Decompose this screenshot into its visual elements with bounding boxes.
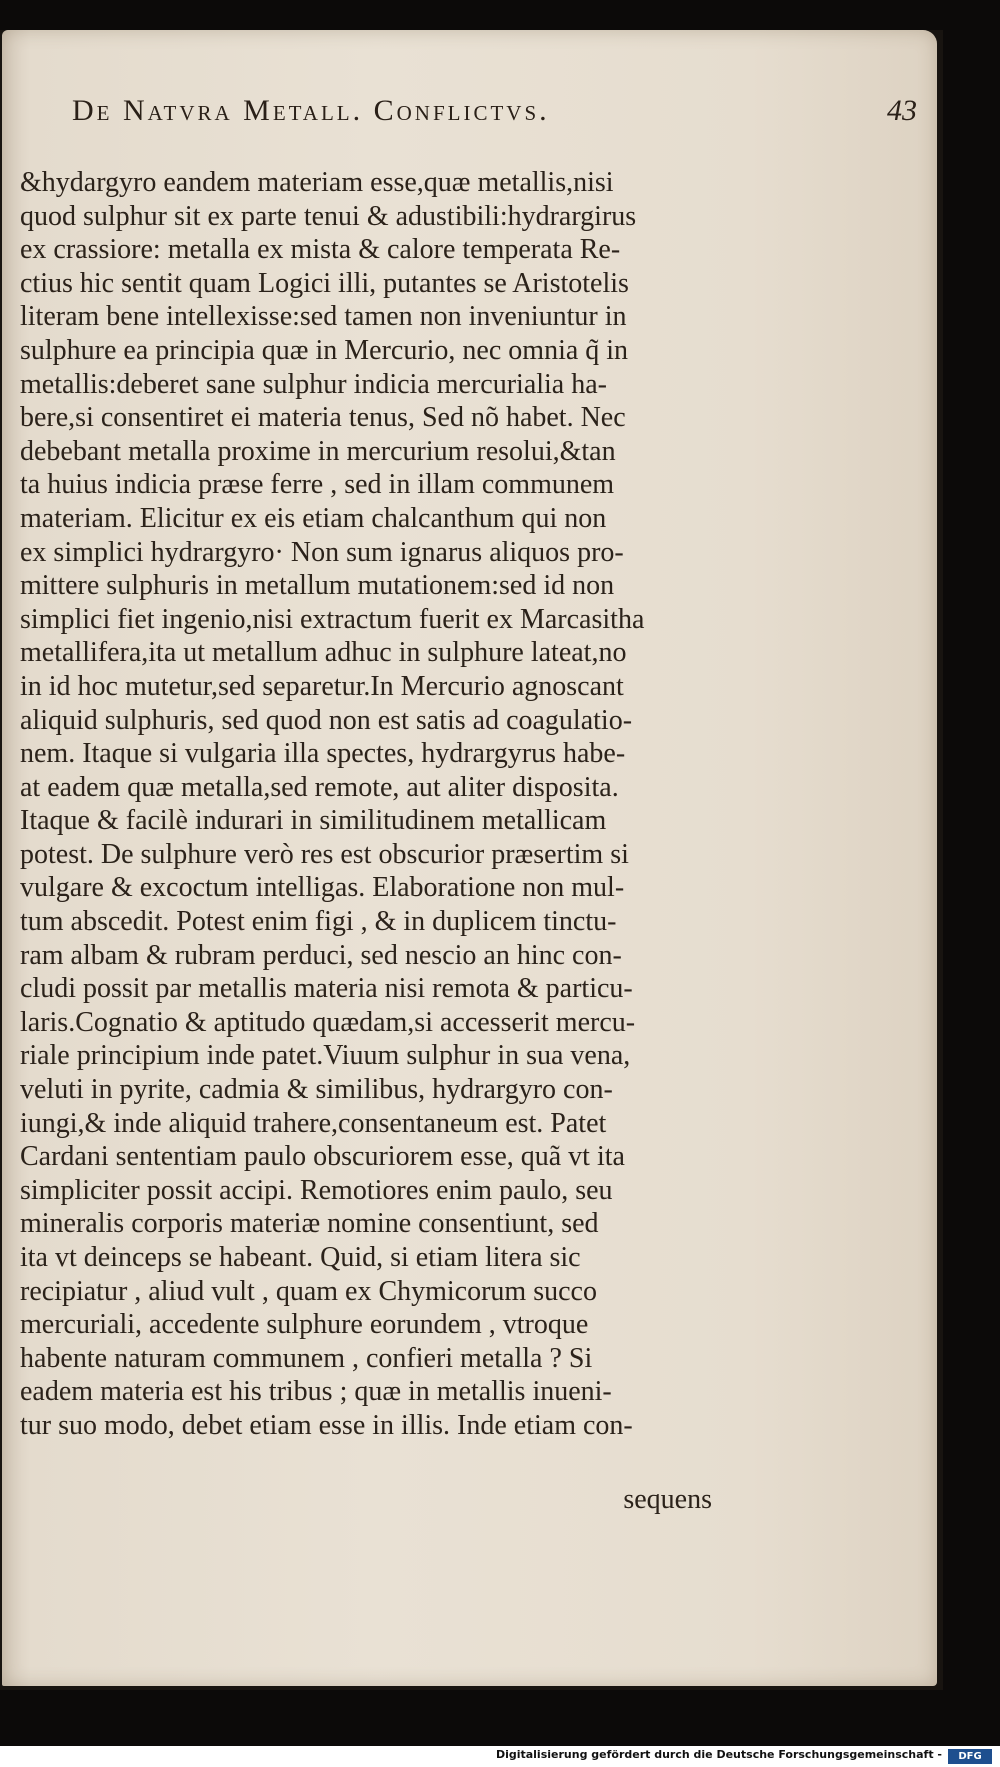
scanned-page-area bbox=[0, 30, 943, 1690]
text-line: Itaque & facilè indurari in similitudinem metallicam bbox=[20, 805, 607, 837]
text-line: mercuriali, accedente sulphure eorundem , vtroque bbox=[20, 1309, 589, 1341]
text-line: cludi possit par metallis materia nisi remota & particu- bbox=[20, 973, 633, 1005]
text-line: ita vt deinceps se habeant. Quid, si etiam litera sic bbox=[20, 1242, 581, 1273]
text-line: tur suo modo, debet etiam esse in illis. Inde etiam con- bbox=[20, 1409, 633, 1441]
text-line: mineralis corporis materiæ nomine consentiunt, sed bbox=[20, 1208, 599, 1240]
text-line: vulgare & excoctum intelligas. Elaboratione non mul- bbox=[20, 872, 625, 904]
paper-sheet bbox=[2, 30, 937, 1686]
text-line: materiam. Elicitur ex eis etiam chalcanthum qui non bbox=[20, 502, 607, 534]
footer-bar bbox=[0, 1746, 1000, 1767]
text-line: iungi,& inde aliquid trahere,consentaneum est. Patet bbox=[20, 1107, 607, 1139]
text-line: bere,si consentiret ei materia tenus, Sed nõ habet. Nec bbox=[20, 402, 626, 434]
text-line: in id hoc mutetur,sed separetur.In Mercurio agnoscant bbox=[20, 670, 624, 702]
text-line: tum abscedit. Potest enim figi , & in duplicem tinctu- bbox=[20, 906, 617, 938]
text-line: debebant metalla proxime in mercurium resolui,&tan bbox=[20, 435, 616, 467]
text-line: laris.Cognatio & aptitudo quædam,si accesserit mercu- bbox=[20, 1006, 636, 1038]
dfg-logo: DFG bbox=[948, 1749, 992, 1764]
catchword: sequens bbox=[623, 1484, 712, 1515]
text-line: recipiatur , aliud vult , quam ex Chymicorum succo bbox=[20, 1275, 597, 1307]
text-line: metallis:deberet sane sulphur indicia mercurialia ha- bbox=[20, 368, 607, 400]
text-line: at eadem quæ metalla,sed remote, aut aliter disposita. bbox=[20, 771, 619, 803]
footer-credit: Digitalisierung gefördert durch die Deutsche Forschungsgemeinschaft - bbox=[495, 1748, 942, 1761]
text-line: mittere sulphuris in metallum mutationem:sed id non bbox=[20, 570, 615, 602]
text-line: ta huius indicia præse ferre , sed in illam communem bbox=[20, 469, 615, 501]
text-line: aliquid sulphuris, sed quod non est satis ad coagulatio- bbox=[20, 704, 633, 736]
text-line: ex simplici hydrargyro· Non sum ignarus aliquos pro- bbox=[20, 536, 624, 568]
text-line: simplici fiet ingenio,nisi extractum fuerit ex Marcasitha bbox=[20, 603, 645, 635]
text-line: sulphure ea principia quæ in Mercurio, nec omnia q̃ in bbox=[20, 334, 629, 366]
text-line: nem. Itaque si vulgaria illa spectes, hydrargyrus habe- bbox=[20, 738, 626, 770]
text-line: ex crassiore: metalla ex mista & calore temperata Re- bbox=[20, 234, 621, 266]
text-line: metallifera,ita ut metallum adhuc in sulphure lateat,no bbox=[20, 637, 627, 669]
text-line: simpliciter possit accipi. Remotiores enim paulo, seu bbox=[20, 1174, 613, 1206]
text-line: riale principium inde patet.Viuum sulphur in sua vena, bbox=[20, 1040, 631, 1072]
text-line: habente naturam communem , confieri metalla ? Si bbox=[20, 1342, 593, 1374]
text-line: &hydargyro eandem materiam esse,quæ metallis,nisi bbox=[20, 167, 614, 198]
text-line: Cardani sententiam paulo obscuriorem esse, quã vt ita bbox=[20, 1141, 625, 1173]
text-line: literam bene intellexisse:sed tamen non inveniuntur in bbox=[20, 301, 627, 333]
running-head bbox=[72, 94, 917, 144]
running-title: De Natvra Metall. Conflictvs. bbox=[72, 94, 550, 127]
text-block bbox=[20, 166, 710, 1443]
text-line: ctius hic sentit quam Logici illi, putantes se Aristotelis bbox=[20, 267, 629, 299]
text-line: potest. De sulphure verò res est obscurior præsertim si bbox=[20, 838, 629, 870]
text-line: veluti in pyrite, cadmia & similibus, hydrargyro con- bbox=[20, 1074, 613, 1106]
text-line: ram albam & rubram perduci, sed nescio an hinc con- bbox=[20, 939, 622, 971]
page-number: 43 bbox=[887, 94, 917, 127]
text-line: quod sulphur sit ex parte tenui & adustibili:hydrargirus bbox=[20, 200, 637, 232]
text-line: eadem materia est his tribus ; quæ in metallis inueni- bbox=[20, 1376, 612, 1408]
